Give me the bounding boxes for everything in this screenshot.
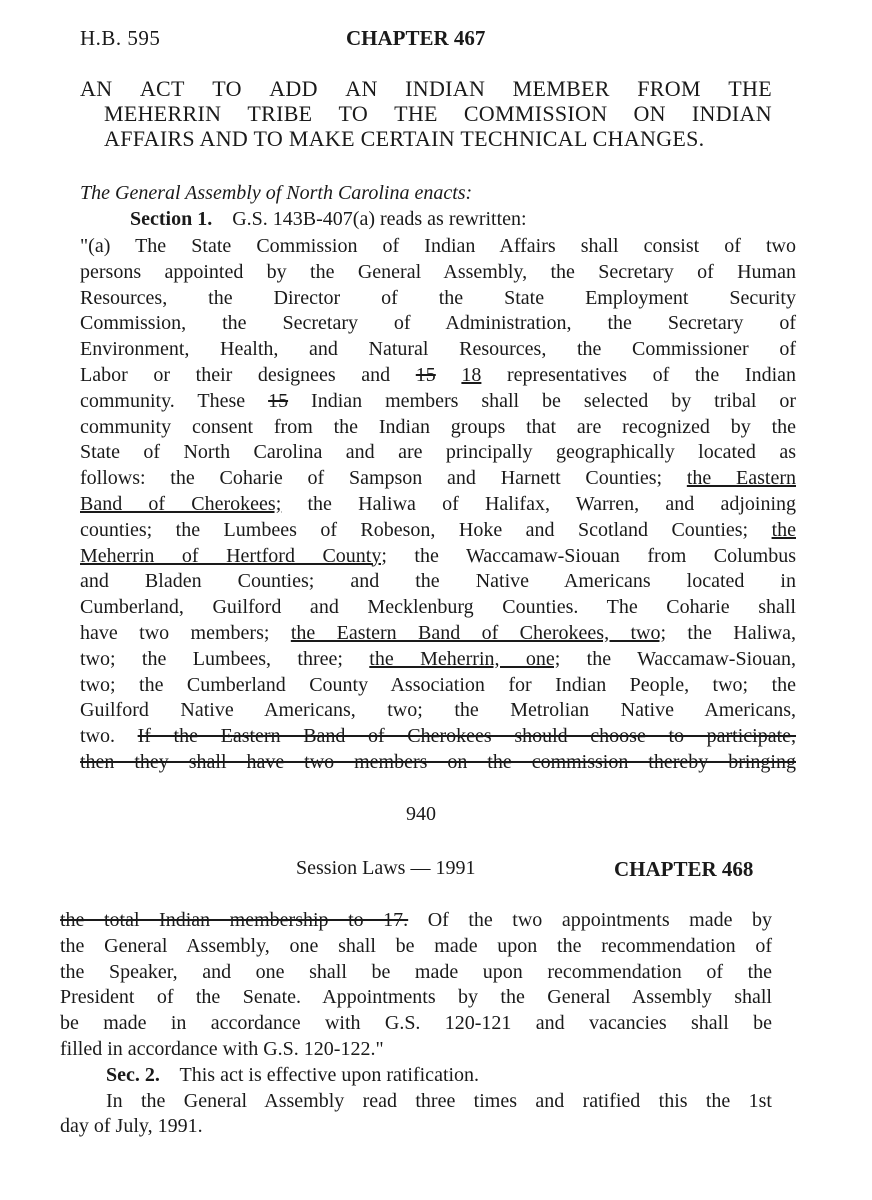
title-word: MEHERRIN	[104, 101, 222, 126]
text-run: have two members;	[80, 621, 291, 644]
text-run: the Speaker, and one shall be made upon recommendation of the	[60, 960, 772, 983]
text-line	[60, 1037, 772, 1063]
text-run: "(a) The State Commission of Indian Affairs shall consist of two	[80, 235, 796, 257]
text-run: two; the Cumberland County Association for Indian People, two; the	[80, 673, 796, 696]
title-word: TO	[212, 76, 242, 101]
inserted-text: the	[771, 518, 796, 541]
text-run: follows: the Coharie of Sampson and Harnett Counties;	[80, 467, 687, 490]
text-line	[80, 750, 796, 776]
struck-text: the total Indian membership to 17.	[60, 909, 409, 931]
title-word: INDIAN	[691, 101, 772, 126]
act-title	[80, 76, 772, 151]
text-run: Labor or their designees and	[80, 363, 416, 386]
text-run: and Bladen Counties; and the Native Americans located in	[80, 570, 796, 593]
text-run: the Haliwa,	[666, 621, 797, 644]
text-line	[60, 985, 772, 1011]
text-line	[80, 569, 796, 595]
title-word: ON	[633, 101, 666, 126]
text-run: Commission, the Secretary of Administration, the Secretary of	[80, 312, 796, 335]
text-run: persons appointed by the General Assembly, the Secretary of Human	[80, 260, 796, 283]
inserted-text: 18	[461, 363, 482, 386]
title-word: MEMBER	[512, 76, 610, 101]
text-run: the Waccamaw-Siouan from Columbus	[386, 544, 796, 567]
text-line	[60, 908, 772, 934]
text-run: Indian members shall be selected by tribal or	[288, 389, 796, 412]
text-line	[80, 286, 796, 312]
section-1-label: Section 1.	[130, 208, 213, 230]
text-line	[60, 960, 772, 986]
text-line	[80, 492, 796, 518]
text-line	[80, 621, 796, 647]
text-run: Resources, the Director of the State Employment Security	[80, 286, 796, 309]
text-line	[80, 234, 796, 260]
struck-text: then they shall have two members on the commission thereby bringing	[80, 750, 796, 773]
title-word: TRIBE	[247, 101, 313, 126]
inserted-text: Meherrin of Hertford County;	[80, 544, 387, 567]
text-run: community. These	[80, 389, 269, 412]
title-word: AN	[80, 76, 113, 101]
text-run: Cumberland, Guilford and Mecklenburg Counties. The Coharie shall	[80, 596, 796, 619]
inserted-text: the Eastern	[686, 467, 796, 490]
text-line	[80, 337, 796, 363]
text-line	[80, 311, 796, 337]
text-run: two; the Lumbees, three;	[80, 647, 370, 670]
text-run: Guilford Native Americans, two; the Metrolian Native Americans,	[80, 699, 796, 722]
section-1-text: G.S. 143B-407(a) reads as rewritten:	[232, 208, 527, 230]
act-title-line-3: AFFAIRS AND TO MAKE CERTAIN TECHNICAL CHANGES.	[104, 126, 705, 151]
text-run: State of North Carolina and are principally geographically located as	[80, 441, 796, 464]
page-number: 940	[406, 803, 436, 825]
act-title-line-1	[80, 76, 772, 101]
struck-text: 15	[415, 363, 436, 386]
inserted-text: Band of Cherokees;	[80, 492, 282, 515]
title-word: FROM	[637, 76, 701, 101]
title-word: AN	[345, 76, 378, 101]
text-line	[80, 673, 796, 699]
section-2-label: Sec. 2.	[106, 1063, 160, 1086]
inserted-text: the Eastern Band of Cherokees, two;	[290, 621, 667, 644]
struck-text: If the Eastern Band of Cherokees should choose to participate,	[137, 725, 797, 748]
title-word: ADD	[269, 76, 318, 101]
section-1-heading	[130, 208, 527, 231]
text-line	[80, 260, 796, 286]
text-line	[80, 363, 796, 389]
statute-text	[80, 234, 796, 776]
text-run: representatives of the Indian	[481, 363, 796, 386]
ratification-line-2: day of July, 1991.	[60, 1115, 203, 1138]
inserted-text: the Meherrin, one;	[369, 647, 561, 670]
text-run: Environment, Health, and Natural Resources, the Commissioner of	[80, 338, 796, 361]
section-2	[60, 1063, 772, 1089]
text-run: filled in accordance with G.S. 120-122."	[60, 1037, 384, 1060]
text-line	[80, 440, 796, 466]
next-chapter-heading: CHAPTER 468	[614, 857, 754, 881]
text-run: President of the Senate. Appointments by the General Assembly shall	[60, 986, 772, 1009]
bill-number: H.B. 595	[80, 26, 161, 50]
text-run: the Waccamaw-Siouan,	[560, 647, 796, 670]
statute-text-continued	[60, 908, 772, 1140]
title-word: THE	[394, 101, 438, 126]
title-word: INDIAN	[405, 76, 486, 101]
title-word: ACT	[139, 76, 185, 101]
title-word: THE	[728, 76, 772, 101]
title-word: COMMISSION	[463, 101, 608, 126]
text-run	[436, 364, 462, 386]
title-word: TO	[338, 101, 369, 126]
text-line	[60, 934, 772, 960]
text-run: two.	[80, 725, 138, 748]
text-run: counties; the Lumbees of Robeson, Hoke and Scotland Counties;	[80, 518, 772, 541]
text-line	[80, 415, 796, 441]
text-line	[60, 1011, 772, 1037]
chapter-heading: CHAPTER 467	[346, 26, 486, 50]
text-line	[80, 595, 796, 621]
ratification-line-1: In the General Assembly read three times and ratified this the 1st	[106, 1089, 772, 1112]
struck-text: 15	[268, 389, 289, 412]
text-line	[80, 544, 796, 570]
text-line	[80, 389, 796, 415]
session-laws-heading: Session Laws — 1991	[296, 857, 476, 879]
text-run: the General Assembly, one shall be made upon the recommendation of	[60, 934, 772, 957]
text-line	[80, 698, 796, 724]
text-run: Of the two appointments made by	[408, 909, 772, 931]
text-line	[80, 518, 796, 544]
act-title-line-2	[80, 101, 772, 126]
section-2-text: This act is effective upon ratification.	[179, 1063, 480, 1086]
text-line	[80, 466, 796, 492]
text-line	[80, 647, 796, 673]
text-line	[80, 724, 796, 750]
text-run: community consent from the Indian groups that are recognized by the	[80, 415, 796, 438]
text-run: the Haliwa of Halifax, Warren, and adjoining	[281, 492, 796, 515]
text-run: be made in accordance with G.S. 120-121 and vacancies shall be	[60, 1012, 772, 1035]
enacting-clause: The General Assembly of North Carolina enacts:	[80, 182, 473, 204]
